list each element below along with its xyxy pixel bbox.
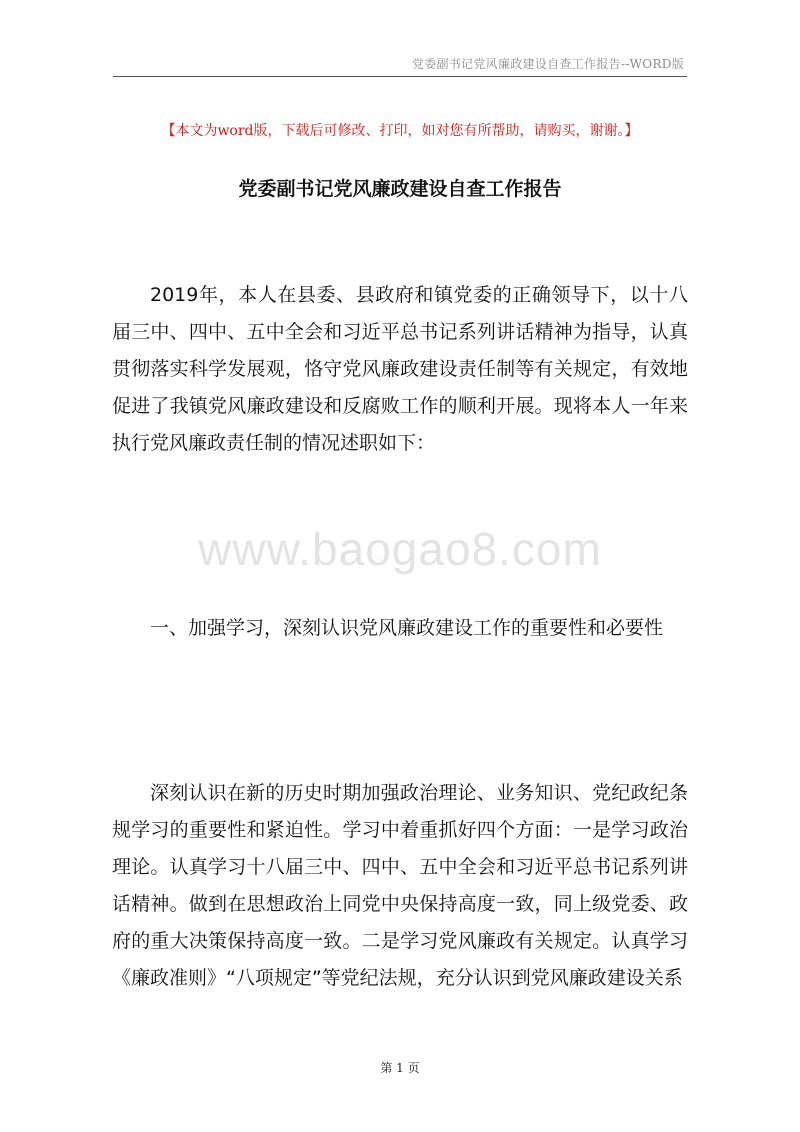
header-divider [113,76,687,77]
page-number: 第 1 页 [380,1061,420,1075]
purchase-notice: 【本文为word版，下载后可修改、打印，如对您有所帮助，请购买，谢谢。】 [161,123,639,139]
running-header: 党委副书记党风廉政建设自查工作报告--WORD版 [411,57,684,71]
document-title: 党委副书记党风廉政建设自查工作报告 [238,178,562,200]
site-watermark: www.baogao8.com [198,523,602,575]
section-body-paragraph: 深刻认识在新的历史时期加强政治理论、业务知识、党纪政纪条规学习的重要性和紧迫性。学习中着重抓好四个方面：一是学习政治理论。认真学习十八届三中、四中、五中全会和习近平总书记系列讲话精神。做到在思想政治上同党中央保持高度一致，同上级党委、政府的重大决策保持高度一致。二是学习党风廉政有关规定。认真学习《廉政准则》“八项规定”等党纪法规，充分认识到党风廉政建设关系 [112,782,688,989]
intro-paragraph: 2019年，本人在县委、县政府和镇党委的正确领导下，以十八届三中、四中、五中全会和习近平总书记系列讲话精神为指导，认真贯彻落实科学发展观，恪守党风廉政建设责任制等有关规定，有效地促进了我镇党风廉政建设和反腐败工作的顺利开展。现将本人一年来执行党风廉政责任制的情况述职如下： [112,284,688,454]
section-heading: 一、加强学习，深刻认识党风廉政建设工作的重要性和必要性 [150,617,664,639]
